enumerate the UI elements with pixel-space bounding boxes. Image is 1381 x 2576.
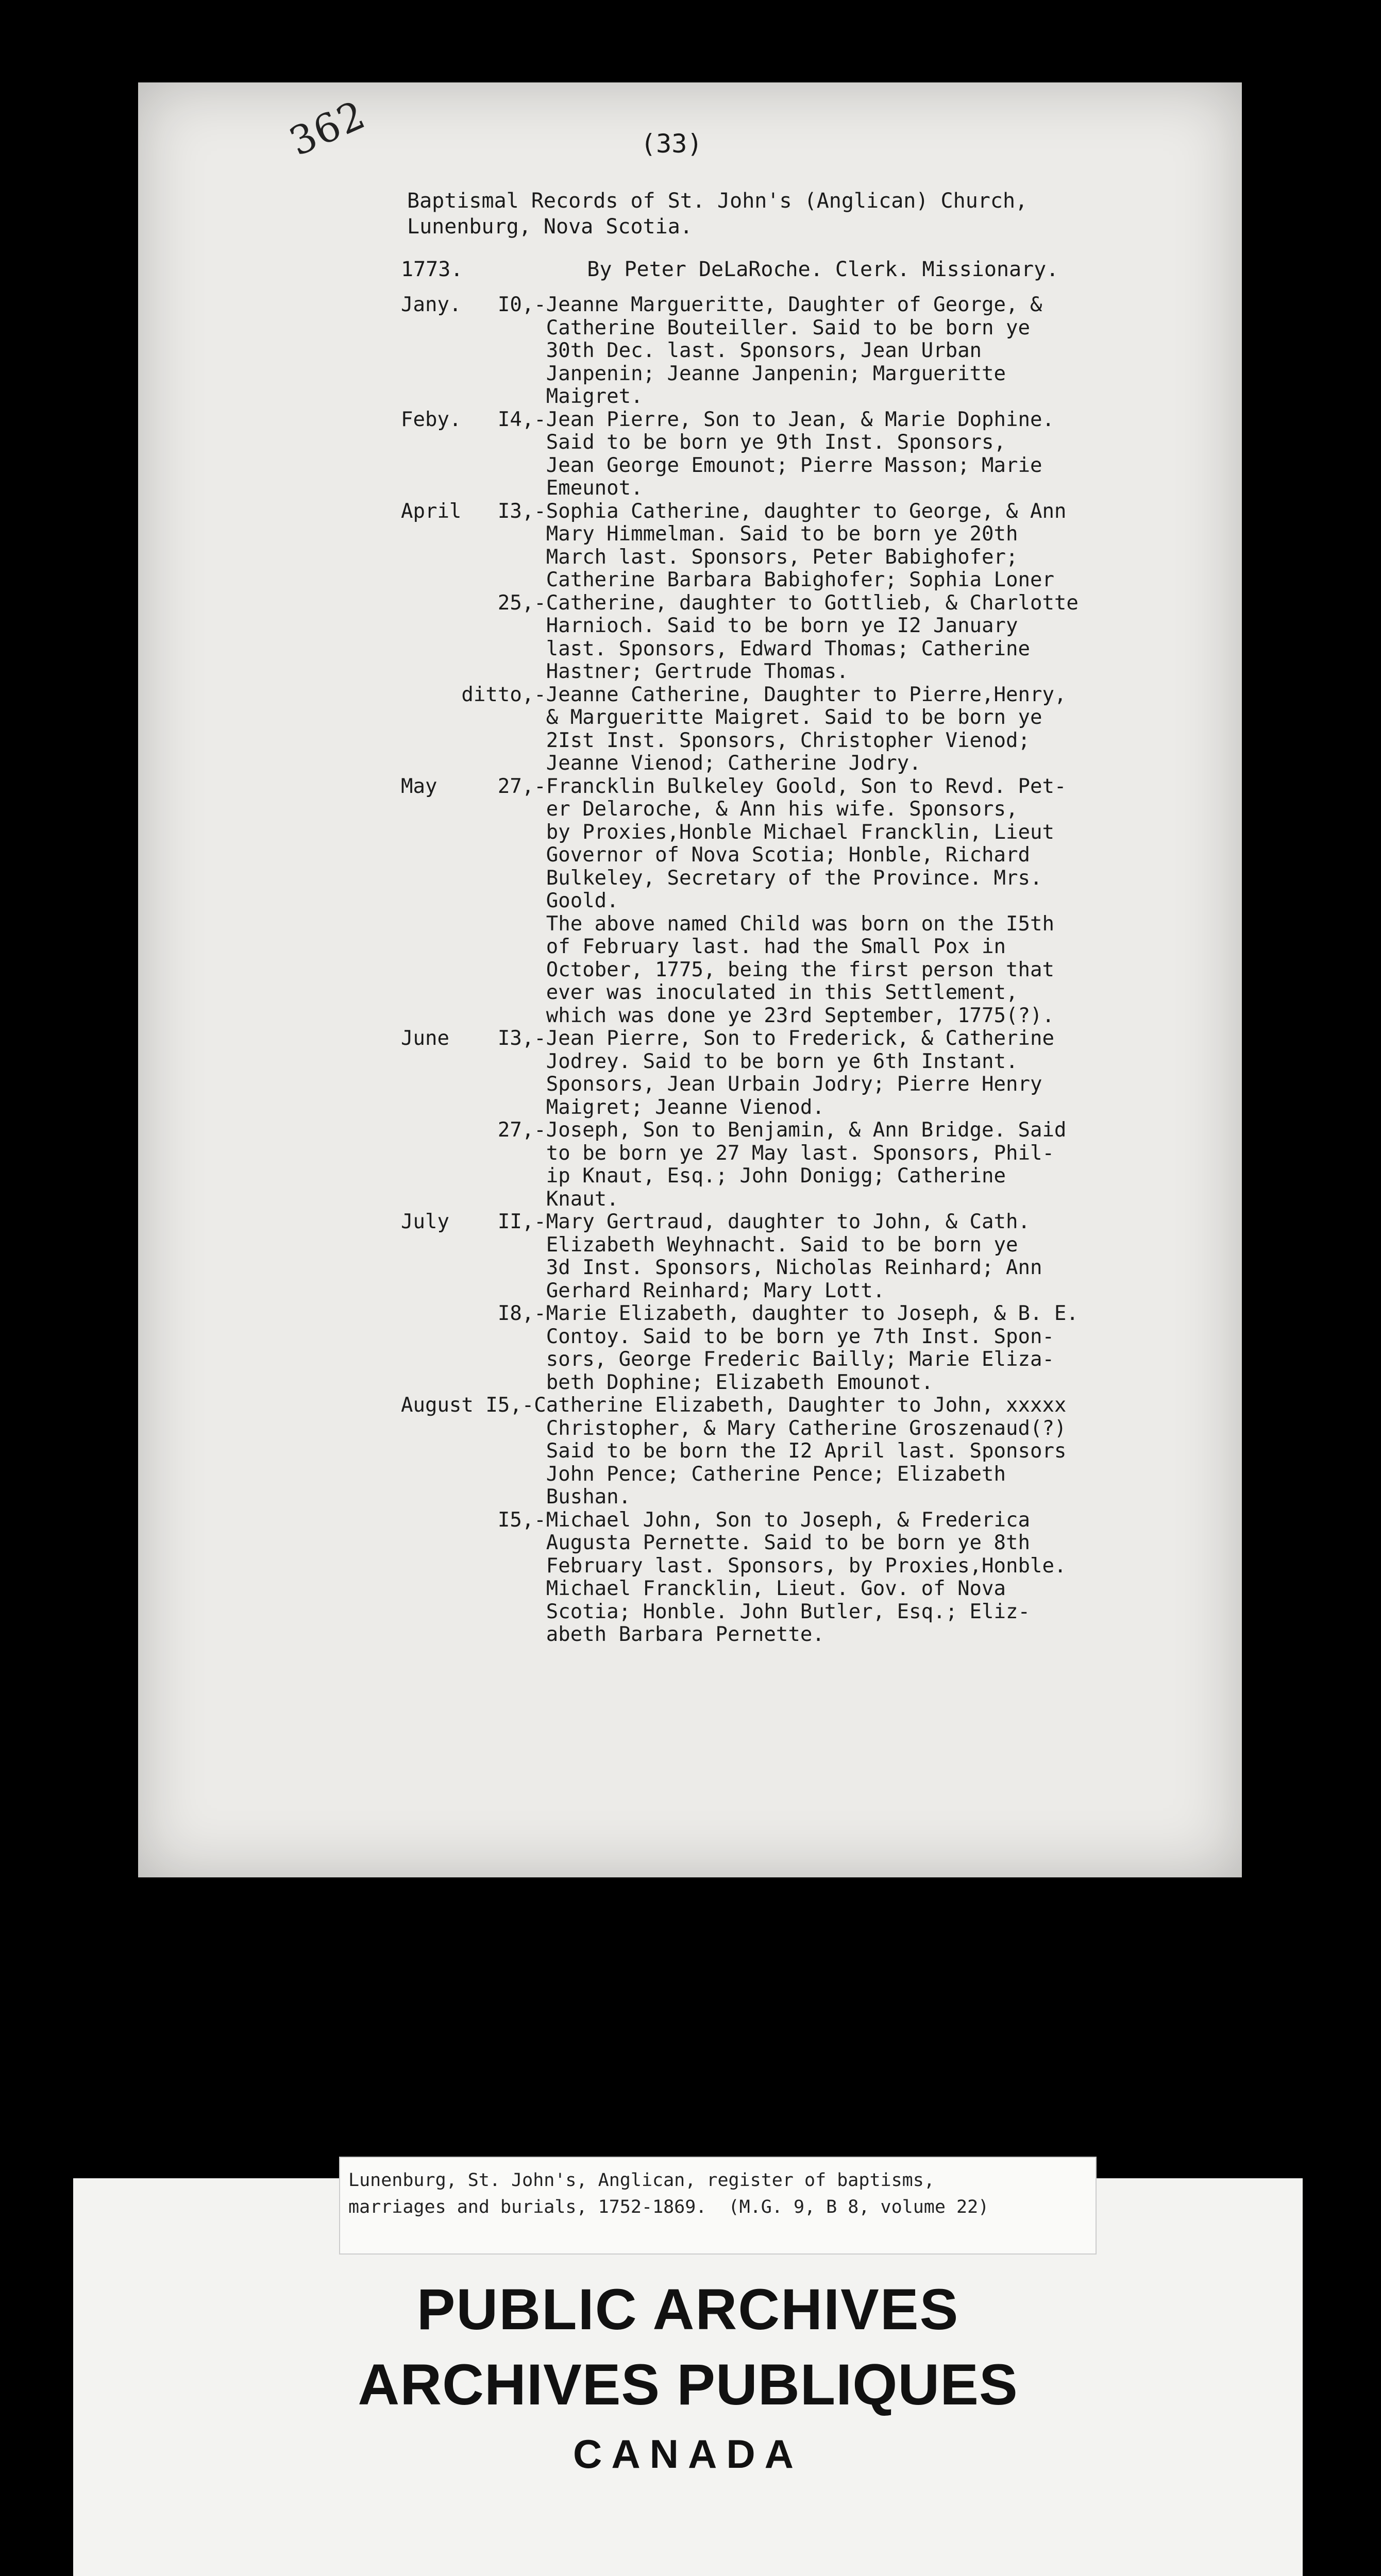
archives-name-english: PUBLIC ARCHIVES [416,2277,959,2342]
document-page [138,82,1242,1877]
handwritten-page-number: 362 [282,91,373,165]
collection-label: Lunenburg, St. John's, Anglican, register of baptisms, marriages and burials, 1752-1869. (M.G. 9, B 8, volume 22) [339,2157,1097,2255]
archives-country: CANADA [573,2431,803,2477]
page-number: (33) [641,129,703,159]
baptism-entries: Jany. I0,-Jeanne Margueritte, Daughter of George, & Catherine Bouteiller. Said to be born ye 30th Dec. last. Sponsors, Jean Urban Janpenin; Jeanne Janpenin; Margueritte Maigret. Feby. I4,-Jean Pierre, Son to Jean, & Marie Dophine. Said to be born ye 9th Inst. Sponsors, Jean George Emounot; Pierre Masson; Marie Emeunot. April I3,-Sophia Catherine, daughter to George, & Ann Mary Himmelman. Said to be born ye 20th March last. Sponsors, Peter Babighofer; Catherine Barbara Babighofer; Sophia Loner 25,-Catherine, daughter to Gottlieb, & Charlotte Harnioch. Said to be born ye I2 January last. Sponsors, Edward Thomas; Catherine Hastner; Gertrude Thomas. ditto,-Jeanne Catherine, Daughter to Pierre,Henry, & Margueritte Maigret. Said to be born ye 2Ist Inst. Sponsors, Christopher Vienod; Jeanne Vienod; Catherine Jodry. May 27,-Francklin Bulkeley Goold, Son to Revd. Pet- er Delaroche, & Ann his wife. Sponsors, by Proxies,Honble Michael Francklin, Lieut Governor of Nova Scotia; Honble, Richard Bulkeley, Secretary of the Province. Mrs. Goold. The above named Child was born on the I5th of February last. had the Small Pox in October, 1775, being the first person that ever was inoculated in this Settlement, which was done ye 23rd September, 1775(?). June I3,-Jean Pierre, Son to Frederick, & Catherine Jodrey. Said to be born ye 6th Instant. Sponsors, Jean Urbain Jodry; Pierre Henry Maigret; Jeanne Vienod. 27,-Joseph, Son to Benjamin, & Ann Bridge. Said to be born ye 27 May last. Sponsors, Phil- ip Knaut, Esq.; John Donigg; Catherine Knaut. July II,-Mary Gertraud, daughter to John, & Cath. Elizabeth Weyhnacht. Said to be born ye 3d Inst. Sponsors, Nicholas Reinhard; Ann Gerhard Reinhard; Mary Lott. I8,-Marie Elizabeth, daughter to Joseph, & B. E. Contoy. Said to be born ye 7th Inst. Spon- sors, George Frederic Bailly; Marie Eliza- beth Dophine; Elizabeth Emounot. August I5,-Catherine Elizabeth, Daughter to John, xxxxx Christopher, & Mary Catherine Groszenaud(?) Said to be born the I2 April last. Sponsors John Pence; Catherine Pence; Elizabeth Bushan. I5,-Michael John, Son to Joseph, & Frederica Augusta Pernette. Said to be born ye 8th February last. Sponsors, by Proxies,Honble. Michael Francklin, Lieut. Gov. of Nova Scotia; Honble. John Butler, Esq.; Eliz- abeth Barbara Pernette. [401,293,1079,1646]
archives-card [73,2170,1303,2576]
document-byline: 1773. By Peter DeLaRoche. Clerk. Missionary. [401,258,1059,281]
archives-name-french: ARCHIVES PUBLIQUES [358,2352,1018,2417]
document-title: Baptismal Records of St. John's (Anglican) Church, Lunenburg, Nova Scotia. [407,189,1028,239]
